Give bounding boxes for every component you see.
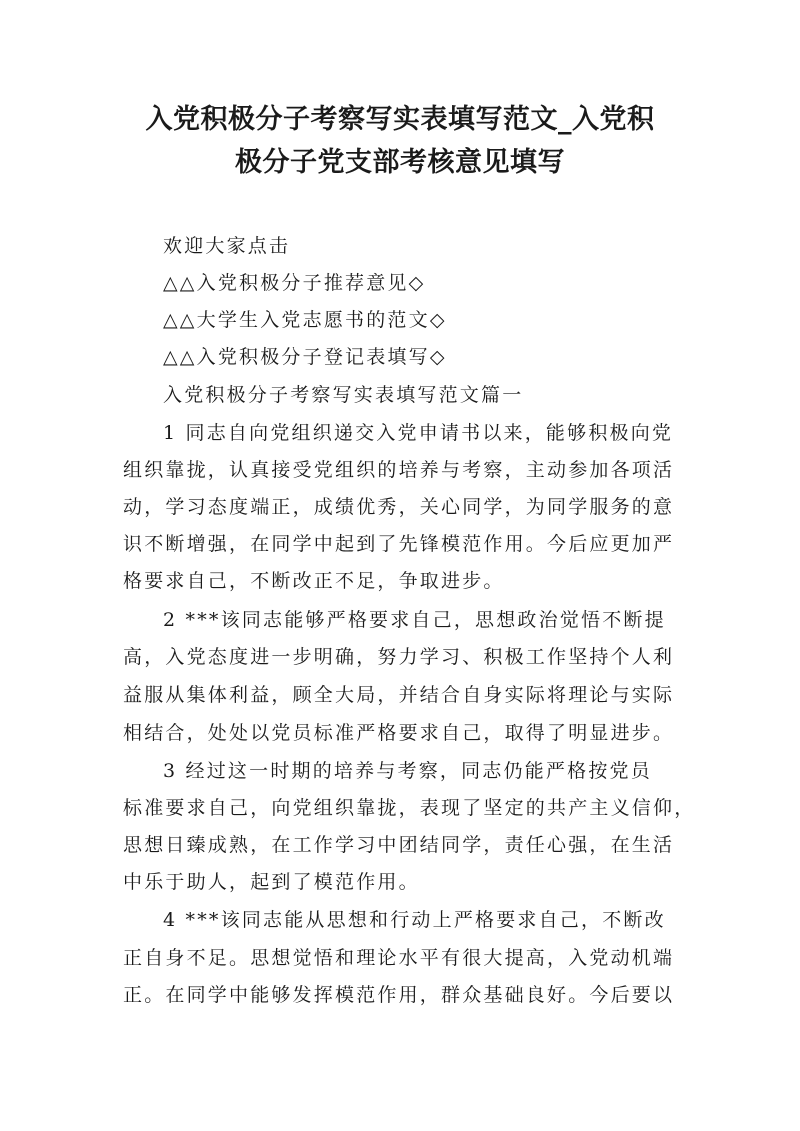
document-title-line-2: 极分子党支部考核意见填写 — [235, 147, 565, 178]
paragraph-1-line: 动，学习态度端正，成绩优秀，关心同学，为同学服务的意 — [123, 496, 675, 518]
paragraph-2-line: 高，入党态度进一步明确，努力学习、积极工作坚持个人利 — [123, 646, 675, 668]
link-registration-form[interactable]: △△入党积极分子登记表填写◇ — [163, 346, 447, 368]
paragraph-1-line: 1 同志自向党组织递交入党申请书以来，能够积极向党 — [163, 422, 674, 444]
paragraph-4-line: 4 ***该同志能从思想和行动上严格要求自己，不断改 — [163, 909, 666, 931]
paragraph-2-line: 益服从集体利益，顾全大局，并结合自身实际将理论与实际 — [123, 684, 675, 706]
paragraph-2-line: 2 ***该同志能够严格要求自己，思想政治觉悟不断提 — [163, 609, 666, 631]
section-heading: 入党积极分子考察写实表填写范文篇一 — [163, 384, 524, 406]
paragraph-3-line: 标准要求自己，向党组织靠拢，表现了坚定的共产主义信仰， — [123, 797, 696, 819]
paragraph-3-line: 3 经过这一时期的培养与考察，同志仍能严格按党员 — [163, 760, 652, 782]
link-application-sample[interactable]: △△大学生入党志愿书的范文◇ — [163, 309, 447, 331]
paragraph-3-line: 中乐于助人，起到了模范作用。 — [123, 871, 420, 893]
paragraph-1-line: 组织靠拢，认真接受党组织的培养与考察，主动参加各项活 — [123, 459, 675, 481]
paragraph-1-line: 识不断增强，在同学中起到了先锋模范作用。今后应更加严 — [123, 533, 675, 555]
paragraph-2-line: 相结合，处处以党员标准严格要求自己，取得了明显进步。 — [123, 722, 675, 744]
paragraph-1-line: 格要求自己，不断改正不足，争取进步。 — [123, 570, 505, 592]
document-title-line-1: 入党积极分子考察写实表填写范文_入党积 — [145, 104, 655, 135]
link-recommendation-opinion[interactable]: △△入党积极分子推荐意见◇ — [163, 272, 426, 294]
paragraph-4-line: 正。在同学中能够发挥模范作用，群众基础良好。今后要以 — [123, 984, 675, 1006]
paragraph-3-line: 思想日臻成熟，在工作学习中团结同学，责任心强，在生活 — [123, 834, 675, 856]
paragraph-4-line: 正自身不足。思想觉悟和理论水平有很大提高，入党动机端 — [123, 947, 675, 969]
intro-text: 欢迎大家点击 — [163, 235, 291, 257]
